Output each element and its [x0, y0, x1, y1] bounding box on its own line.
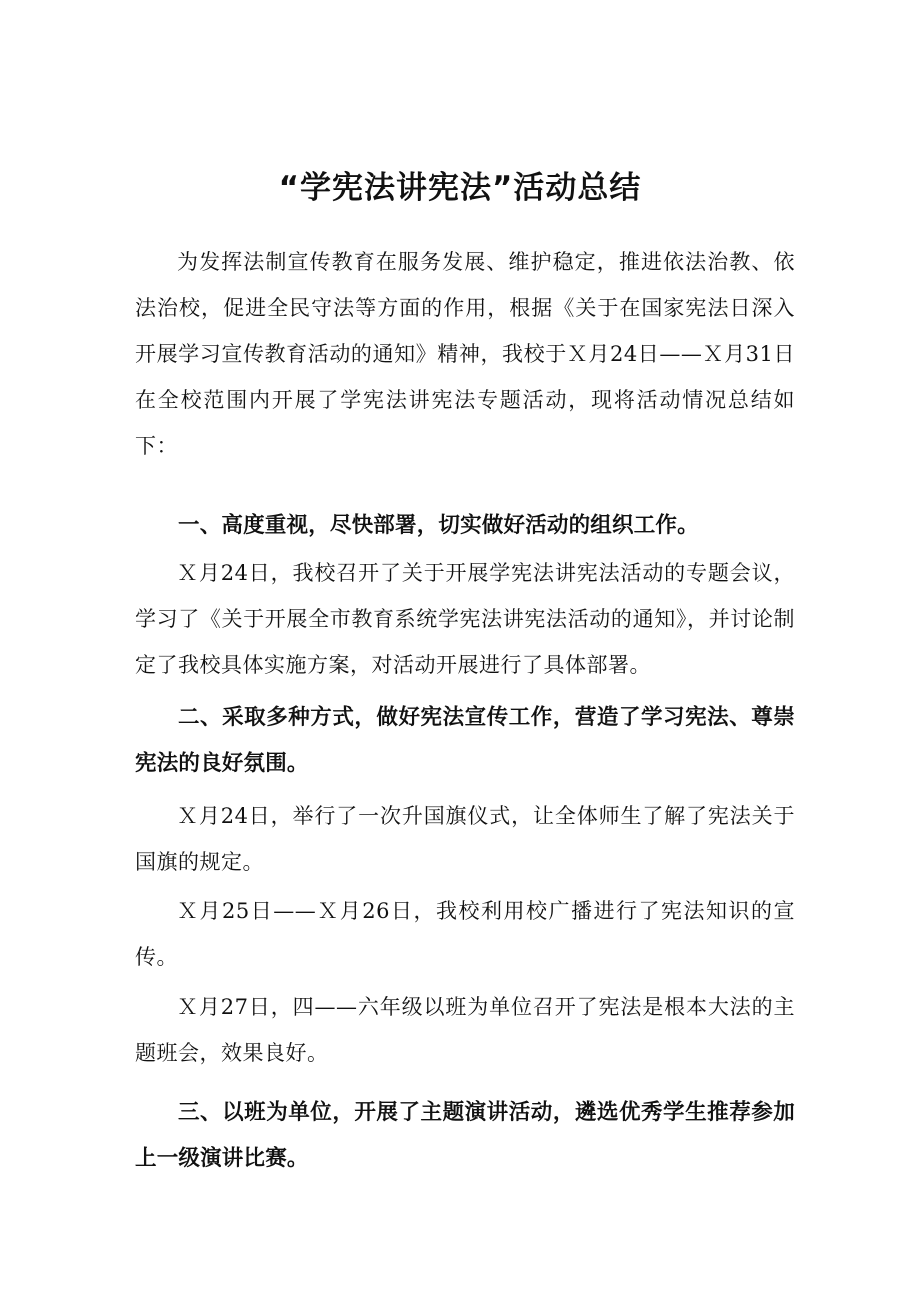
section2-paragraph-1: Ｘ月24日，举行了一次升国旗仪式，让全体师生了解了宪法关于国旗的规定。	[135, 804, 795, 874]
section2-paragraph-2: Ｘ月25日——Ｘ月26日，我校利用校广播进行了宪法知识的宣传。	[135, 899, 795, 969]
section2-heading: 二、采取多种方式，做好宪法宣传工作，营造了学习宪法、尊崇宪法的良好氛围。	[135, 705, 795, 776]
section1-heading: 一、高度重视，尽快部署，切实做好活动的组织工作。	[178, 513, 699, 538]
intro-paragraph: 为发挥法制宣传教育在服务发展、维护稳定，推进依法治教、依法治校，促进全民守法等方面的作用，根据《关于在国家宪法日深入开展学习宣传教育活动的通知》精神，我校于Ｘ月24日——Ｘ月31日在全校范围内开展了学宪法讲宪法专题活动，现将活动情况总结如下：	[135, 250, 795, 458]
section2-paragraph-3: Ｘ月27日，四——六年级以班为单位召开了宪法是根本大法的主题班会，效果良好。	[135, 995, 795, 1065]
document-title: “学宪法讲宪法”活动总结	[278, 170, 642, 206]
section3-heading: 三、以班为单位，开展了主题演讲活动，遴选优秀学生推荐参加上一级演讲比赛。	[135, 1100, 795, 1171]
section1-paragraph: Ｘ月24日，我校召开了关于开展学宪法讲宪法活动的专题会议，学习了《关于开展全市教育系统学宪法讲宪法活动的通知》，并讨论制定了我校具体实施方案，对活动开展进行了具体部署。	[135, 561, 795, 677]
